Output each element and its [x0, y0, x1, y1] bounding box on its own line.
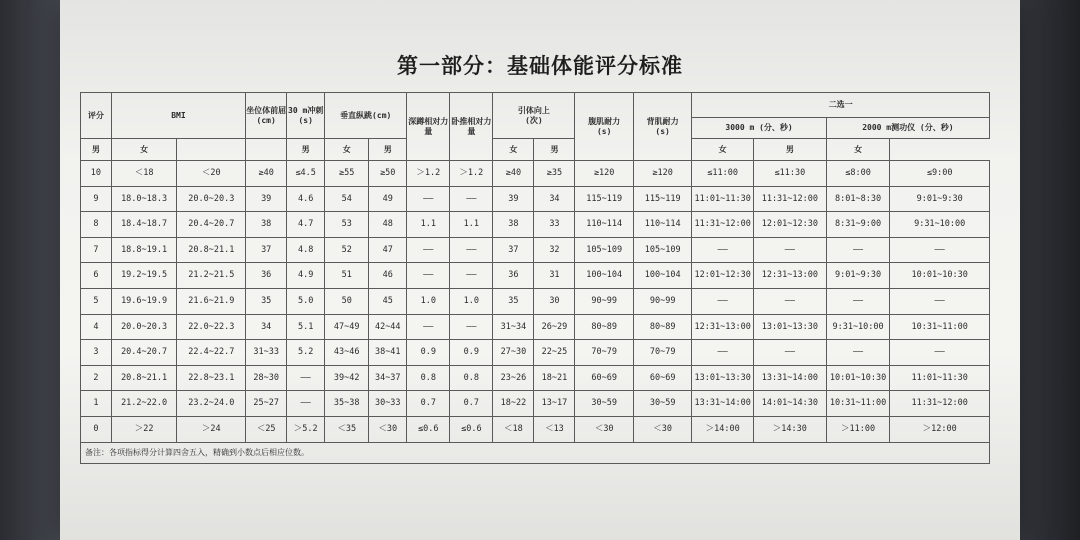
table-cell: 48	[369, 212, 407, 238]
table-cell: 14:01~14:30	[753, 391, 826, 417]
header-pullup-male: 男	[369, 139, 407, 161]
table-cell: 9:01~9:30	[890, 186, 990, 212]
table-cell: 42~44	[369, 314, 407, 340]
table-cell: 21.2~21.5	[177, 263, 246, 289]
table-cell: ≤11:00	[692, 161, 754, 187]
table-cell: 38	[493, 212, 534, 238]
document-page	[60, 0, 1020, 540]
header-jump-male: 男	[287, 139, 325, 161]
header-pullup-label: 引体向上	[517, 105, 550, 115]
header-rower-female: 女	[826, 139, 890, 161]
table-cell: ＞14:00	[692, 416, 754, 442]
header-choose-one: 二选一	[692, 93, 990, 118]
table-cell: 20.8~21.1	[111, 365, 177, 391]
table-cell: 1.1	[407, 212, 450, 238]
table-cell: 19.6~19.9	[111, 288, 177, 314]
table-cell: 9:31~10:00	[890, 212, 990, 238]
table-cell: ＜25	[246, 416, 287, 442]
table-cell: 12:01~12:30	[692, 263, 754, 289]
table-row	[81, 416, 990, 442]
table-cell: ≥40	[246, 161, 287, 187]
table-cell: ＜30	[575, 416, 633, 442]
table-cell: ＜13	[534, 416, 575, 442]
table-cell: 39~42	[325, 365, 369, 391]
header-abs-label: 腹肌耐力	[588, 116, 621, 126]
table-cell: 22.0~22.3	[177, 314, 246, 340]
header-sprint-unit: (s)	[298, 115, 313, 125]
table-cell: 30	[534, 288, 575, 314]
table-cell: 36	[246, 263, 287, 289]
header-sprint	[287, 93, 325, 139]
table-cell: 13:01~13:30	[753, 314, 826, 340]
table-cell: 22.8~23.1	[177, 365, 246, 391]
table-cell: ＜18	[111, 161, 177, 187]
header-jump-female: 女	[325, 139, 369, 161]
table-cell: ≥50	[369, 161, 407, 187]
table-cell: 37	[493, 237, 534, 263]
table-cell: ——	[450, 237, 493, 263]
table-cell: 35~38	[325, 391, 369, 417]
table-cell: 32	[534, 237, 575, 263]
header-abs-unit: (s)	[596, 126, 612, 136]
header-vertical-jump: 垂直纵跳(cm)	[325, 93, 407, 139]
table-cell: 21.6~21.9	[177, 288, 246, 314]
table-cell: ＞5.2	[287, 416, 325, 442]
table-cell: 8:31~9:00	[826, 212, 890, 238]
score-cell: 1	[81, 391, 112, 417]
header-run-female: 女	[692, 139, 754, 161]
table-cell: 20.8~21.1	[177, 237, 246, 263]
table-cell: 100~104	[633, 263, 691, 289]
table-cell: 0.8	[450, 365, 493, 391]
table-cell: 12:01~12:30	[753, 212, 826, 238]
table-row	[81, 314, 990, 340]
table-cell: 80~89	[633, 314, 691, 340]
table-cell: 20.0~20.3	[177, 186, 246, 212]
table-cell: 12:31~13:00	[692, 314, 754, 340]
table-cell: 20.4~20.7	[177, 212, 246, 238]
table-cell: 39	[246, 186, 287, 212]
table-cell: 13:31~14:00	[692, 391, 754, 417]
table-cell: ——	[287, 365, 325, 391]
table-row	[81, 186, 990, 212]
header-sprint-label: 30 m冲刺	[288, 105, 324, 115]
table-cell: 18~22	[493, 391, 534, 417]
table-cell: 13~17	[534, 391, 575, 417]
table-cell: ＜35	[325, 416, 369, 442]
table-cell: 22.4~22.7	[177, 340, 246, 366]
table-cell: 49	[369, 186, 407, 212]
table-cell: ——	[450, 263, 493, 289]
score-cell: 0	[81, 416, 112, 442]
score-cell: 10	[81, 161, 112, 187]
table-cell: 115~119	[575, 186, 633, 212]
table-row	[81, 340, 990, 366]
table-cell: 105~109	[633, 237, 691, 263]
table-cell: ≥40	[493, 161, 534, 187]
table-cell: 110~114	[633, 212, 691, 238]
table-cell: 13:01~13:30	[692, 365, 754, 391]
table-cell: ——	[692, 237, 754, 263]
table-cell: 9:31~10:00	[826, 314, 890, 340]
table-cell: ＞24	[177, 416, 246, 442]
table-cell: ——	[407, 237, 450, 263]
table-cell: 10:01~10:30	[826, 365, 890, 391]
table-cell: ＞1.2	[407, 161, 450, 187]
table-cell: 21.2~22.0	[111, 391, 177, 417]
table-cell: ——	[753, 237, 826, 263]
table-cell: 80~89	[575, 314, 633, 340]
table-cell: 30~59	[633, 391, 691, 417]
header-bench: 卧推相对力量	[450, 93, 493, 161]
table-cell: 11:31~12:00	[890, 391, 990, 417]
table-cell: 51	[325, 263, 369, 289]
table-cell: 1.1	[450, 212, 493, 238]
table-row	[81, 212, 990, 238]
table-cell: ——	[826, 237, 890, 263]
table-cell: ＜20	[177, 161, 246, 187]
table-cell: 20.0~20.3	[111, 314, 177, 340]
table-cell: 5.2	[287, 340, 325, 366]
table-cell: 31~33	[246, 340, 287, 366]
table-cell: ——	[890, 288, 990, 314]
score-cell: 2	[81, 365, 112, 391]
table-cell: 30~59	[575, 391, 633, 417]
table-cell: 34	[534, 186, 575, 212]
table-cell: ——	[826, 288, 890, 314]
table-cell: 31~34	[493, 314, 534, 340]
table-cell: 110~114	[575, 212, 633, 238]
table-cell: 26~29	[534, 314, 575, 340]
table-cell: ≤11:30	[753, 161, 826, 187]
header-abs	[575, 93, 633, 161]
table-cell: 34	[246, 314, 287, 340]
table-cell: 0.8	[407, 365, 450, 391]
table-note: 备注：各项指标得分计算四舍五入，精确到小数点后相应位数。	[81, 442, 990, 463]
table-cell: ＞1.2	[450, 161, 493, 187]
table-cell: 30~33	[369, 391, 407, 417]
table-cell: 12:31~13:00	[753, 263, 826, 289]
table-cell: 5.1	[287, 314, 325, 340]
header-back-label: 背肌耐力	[646, 116, 679, 126]
table-cell: 9:01~9:30	[826, 263, 890, 289]
table-cell: ＜18	[493, 416, 534, 442]
table-cell: 5.0	[287, 288, 325, 314]
score-cell: 3	[81, 340, 112, 366]
table-cell: 4.6	[287, 186, 325, 212]
score-cell: 6	[81, 263, 112, 289]
table-cell: 10:01~10:30	[890, 263, 990, 289]
score-cell: 7	[81, 237, 112, 263]
table-cell: 23~26	[493, 365, 534, 391]
table-cell: 43~46	[325, 340, 369, 366]
table-cell: ＜30	[369, 416, 407, 442]
table-cell: 47~49	[325, 314, 369, 340]
table-cell: ＞12:00	[890, 416, 990, 442]
table-row	[81, 263, 990, 289]
table-cell: 60~69	[575, 365, 633, 391]
table-cell: 10:31~11:00	[826, 391, 890, 417]
score-cell: 8	[81, 212, 112, 238]
page-title: 第一部分：基础体能评分标准	[397, 54, 683, 78]
table-cell: ——	[407, 263, 450, 289]
table-cell: 13:31~14:00	[753, 365, 826, 391]
table-cell: ≤9:00	[890, 161, 990, 187]
table-cell: 115~119	[633, 186, 691, 212]
table-cell: ——	[890, 237, 990, 263]
table-cell: ＞22	[111, 416, 177, 442]
table-cell: 28~30	[246, 365, 287, 391]
table-cell: 1.0	[407, 288, 450, 314]
table-cell: 10:31~11:00	[890, 314, 990, 340]
header-pullup-female: 女	[493, 139, 534, 161]
table-cell: 37	[246, 237, 287, 263]
table-cell: 70~79	[633, 340, 691, 366]
table-cell: 90~99	[633, 288, 691, 314]
table-cell: 4.9	[287, 263, 325, 289]
table-cell: 11:31~12:00	[753, 186, 826, 212]
table-cell: 35	[246, 288, 287, 314]
table-cell: 18~21	[534, 365, 575, 391]
table-cell: 90~99	[575, 288, 633, 314]
table-cell: ——	[287, 391, 325, 417]
table-cell: ≥35	[534, 161, 575, 187]
table-cell: 60~69	[633, 365, 691, 391]
table-cell: 50	[325, 288, 369, 314]
table-cell: 4.7	[287, 212, 325, 238]
table-cell: 70~79	[575, 340, 633, 366]
table-cell: 27~30	[493, 340, 534, 366]
table-cell: 19.2~19.5	[111, 263, 177, 289]
table-row	[81, 161, 990, 187]
table-cell: ——	[753, 288, 826, 314]
table-cell: 34~37	[369, 365, 407, 391]
header-sit-reach-unit: (cm)	[256, 115, 276, 125]
table-row	[81, 391, 990, 417]
table-cell: 33	[534, 212, 575, 238]
header-sit-reach-blank	[177, 139, 246, 161]
table-cell: 23.2~24.0	[177, 391, 246, 417]
table-cell: ——	[692, 340, 754, 366]
table-cell: ——	[890, 340, 990, 366]
table-cell: 0.9	[450, 340, 493, 366]
table-cell: 38	[246, 212, 287, 238]
score-cell: 9	[81, 186, 112, 212]
table-row	[81, 237, 990, 263]
table-cell: 1.0	[450, 288, 493, 314]
table-cell: 36	[493, 263, 534, 289]
table-cell: 31	[534, 263, 575, 289]
table-cell: 0.9	[407, 340, 450, 366]
header-back-unit: (s)	[655, 126, 670, 136]
table-cell: 11:31~12:00	[692, 212, 754, 238]
table-body	[81, 161, 990, 443]
table-cell: 8:01~8:30	[826, 186, 890, 212]
header-bmi-male: 男	[81, 139, 112, 161]
table-cell: 20.4~20.7	[111, 340, 177, 366]
table-cell: ＞14:30	[753, 416, 826, 442]
table-cell: 35	[493, 288, 534, 314]
table-cell: ——	[407, 314, 450, 340]
table-cell: 46	[369, 263, 407, 289]
table-cell: 18.4~18.7	[111, 212, 177, 238]
table-cell: ≤4.5	[287, 161, 325, 187]
header-back	[633, 93, 691, 161]
score-cell: 4	[81, 314, 112, 340]
table-cell: ≥120	[575, 161, 633, 187]
table-cell: ——	[407, 186, 450, 212]
table-cell: 52	[325, 237, 369, 263]
header-run-3000: 3000 m (分、秒)	[692, 118, 826, 139]
score-cell: 5	[81, 288, 112, 314]
header-pullup	[493, 93, 575, 139]
header-sprint-blank	[246, 139, 287, 161]
table-cell: 45	[369, 288, 407, 314]
table-cell: 22~25	[534, 340, 575, 366]
table-cell: 47	[369, 237, 407, 263]
table-cell: 39	[493, 186, 534, 212]
table-cell: ≤8:00	[826, 161, 890, 187]
table-cell: 4.8	[287, 237, 325, 263]
table-cell: 0.7	[450, 391, 493, 417]
table-cell: ≤0.6	[450, 416, 493, 442]
header-rower-male: 男	[753, 139, 826, 161]
header-squat: 深蹲相对力量	[407, 93, 450, 161]
table-row	[81, 365, 990, 391]
header-bmi-female: 女	[111, 139, 177, 161]
table-cell: 0.7	[407, 391, 450, 417]
header-pullup-unit: (次)	[525, 115, 543, 125]
table-cell: ≥120	[633, 161, 691, 187]
table-cell: 18.0~18.3	[111, 186, 177, 212]
table-cell: ＞11:00	[826, 416, 890, 442]
header-rower-2000: 2000 m测功仪 (分、秒)	[826, 118, 989, 139]
table-cell: ——	[826, 340, 890, 366]
table-cell: ——	[450, 314, 493, 340]
table-cell: 53	[325, 212, 369, 238]
table-cell: ≤0.6	[407, 416, 450, 442]
header-score: 评分	[81, 93, 112, 139]
table-cell: 18.8~19.1	[111, 237, 177, 263]
header-run-male: 男	[534, 139, 575, 161]
table-cell: 54	[325, 186, 369, 212]
table-cell: 38~41	[369, 340, 407, 366]
header-sit-reach-label: 坐位体前屈	[246, 105, 287, 115]
table-cell: ——	[753, 340, 826, 366]
header-sit-reach	[246, 93, 287, 139]
table-cell: ——	[692, 288, 754, 314]
scoring-table	[80, 92, 990, 464]
table-cell: ≥55	[325, 161, 369, 187]
table-row	[81, 288, 990, 314]
table-cell: 25~27	[246, 391, 287, 417]
table-cell: 11:01~11:30	[890, 365, 990, 391]
table-cell: ——	[450, 186, 493, 212]
header-bmi: BMI	[111, 93, 245, 139]
table-cell: 100~104	[575, 263, 633, 289]
table-cell: 105~109	[575, 237, 633, 263]
table-cell: 11:01~11:30	[692, 186, 754, 212]
table-cell: ＜30	[633, 416, 691, 442]
